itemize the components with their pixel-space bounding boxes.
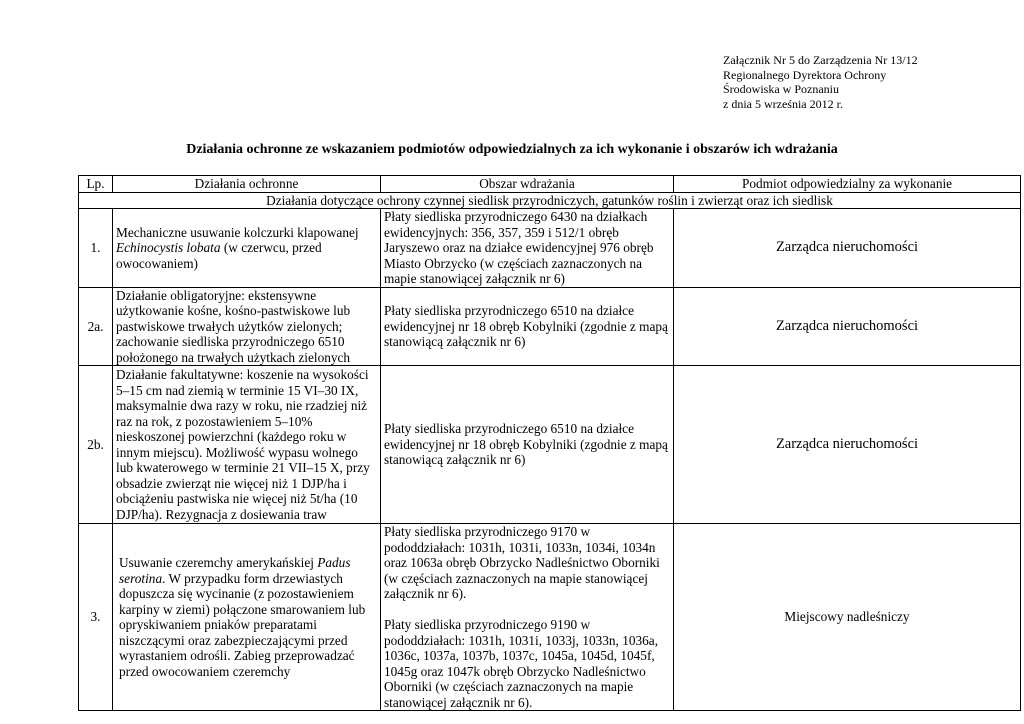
row-number: 2b. [79, 366, 113, 524]
header-dzialania: Działania ochronne [113, 176, 381, 193]
table-row [79, 209, 1021, 288]
responsible-cell: Zarządca nieruchomości [674, 366, 1021, 524]
section-row [79, 192, 1021, 209]
attachment-note [723, 53, 918, 111]
table-header-row [79, 176, 1021, 193]
header-lp: Lp. [79, 176, 113, 193]
action-text: Usuwanie czeremchy amerykańskiej [119, 555, 318, 570]
responsible-cell: Miejscowy nadleśniczy [674, 524, 1021, 711]
protection-actions-table [78, 175, 1021, 711]
attachment-note-line: Regionalnego Dyrektora Ochrony [723, 67, 887, 82]
species-name: Padus serotina [119, 555, 351, 586]
action-cell [113, 524, 381, 711]
area-text: Płaty siedliska przyrodniczego 9190 w pododdziałach: 1031h, 1031i, 1033j, 1033n, 1036a, 1036c, 1037a, 1037b, 1037c, 1045a, 1045d, 1045f, 1045g oraz 1047k obręb Obrzycko Nadleśnictwo Oborniki (w częściach zaznaczonych na mapie stanowiącej załącznik nr 6). [384, 617, 659, 710]
table-row [79, 287, 1021, 366]
area-cell [381, 524, 674, 711]
row-number: 1. [79, 209, 113, 288]
table-row [79, 366, 1021, 524]
row-number: 3. [79, 524, 113, 711]
species-name: Echinocystis lobata [116, 240, 221, 255]
table-row [79, 524, 1021, 711]
attachment-note-line: Środowiska w Poznaniu [723, 82, 839, 96]
action-cell: Działanie obligatoryjne: ekstensywne użytkowanie kośne, kośno-pastwiskowe lub pastwiskowe trwałych użytków zielonych; zachowanie siedliska przyrodniczego 6510 położonego na trwałych użytkach zielonych [113, 287, 381, 366]
area-cell: Płaty siedliska przyrodniczego 6430 na działkach ewidencyjnych: 356, 357, 359 i 512/1 obręb Jaryszewo oraz na działce ewidencyjnej 976 obręb Miasto Obrzycko (w częściach zaznaczonych na mapie stanowiącej załącznik nr 6) [381, 209, 674, 288]
header-podmiot: Podmiot odpowiedzialny za wykonanie [674, 176, 1021, 193]
action-cell: Działanie fakultatywne: koszenie na wysokości 5–15 cm nad ziemią w terminie 15 VI–30 IX, maksymalnie dwa razy w roku, nie rzadziej niż raz na rok, z pozostawieniem 5–10% nieskoszonej powierzchni (każdego roku w innym miejscu). Możliwość wypasu wolnego lub kwaterowego w terminie 21 VII–15 X, przy obsadzie zwierząt nie więcej niż 1 DJP/ha i obciążeniu pastwiska nie więcej niż 5t/ha (10 DJP/ha). Rezygnacja z dosiewania traw [113, 366, 381, 524]
action-cell [113, 209, 381, 288]
action-text: . W przypadku form drzewiastych dopuszcza się wycinanie (z pozostawieniem karpiny w ziemi) połączone smarowaniem lub opryskiwaniem pniaków preparatami niszczącymi oraz zabezpieczającymi przed wyrastaniem odrośli. Zabieg przeprowadzać przed owocowaniem czeremchy [119, 570, 366, 679]
attachment-note-line: Załącznik Nr 5 do Zarządzenia Nr 13/12 [723, 53, 918, 67]
responsible-cell: Zarządca nieruchomości [674, 287, 1021, 366]
area-cell: Płaty siedliska przyrodniczego 6510 na działce ewidencyjnej nr 18 obręb Kobylniki (zgodnie z mapą stanowiącą załącznik nr 6) [381, 366, 674, 524]
action-text: Mechaniczne usuwanie kolczurki klapowanej [116, 224, 359, 240]
attachment-note-line: z dnia 5 września 2012 r. [723, 96, 843, 111]
header-obszar: Obszar wdrażania [381, 176, 674, 193]
area-cell: Płaty siedliska przyrodniczego 6510 na działce ewidencyjnej nr 18 obręb Kobylniki (zgodnie z mapą stanowiącą załącznik nr 6) [381, 287, 674, 366]
action-text: (w czerwcu, przed owocowaniem) [116, 240, 322, 271]
responsible-cell: Zarządca nieruchomości [674, 209, 1021, 288]
row-number: 2a. [79, 287, 113, 366]
area-text: Płaty siedliska przyrodniczego 9170 w pododdziałach: 1031h, 1031i, 1033n, 1034i, 1034n oraz 1063a obręb Obrzycko Nadleśnictwo Oborniki (w częściach zaznaczonych na mapie stanowiącej załącznik nr 6). [384, 524, 660, 601]
document-title: Działania ochronne ze wskazaniem podmiotów odpowiedzialnych za ich wykonanie i obszarów ich wdrażania [186, 142, 838, 157]
section-label: Działania dotyczące ochrony czynnej siedlisk przyrodniczych, gatunków roślin i zwierząt oraz ich siedlisk [79, 192, 1021, 209]
paragraph-gap [384, 602, 670, 618]
